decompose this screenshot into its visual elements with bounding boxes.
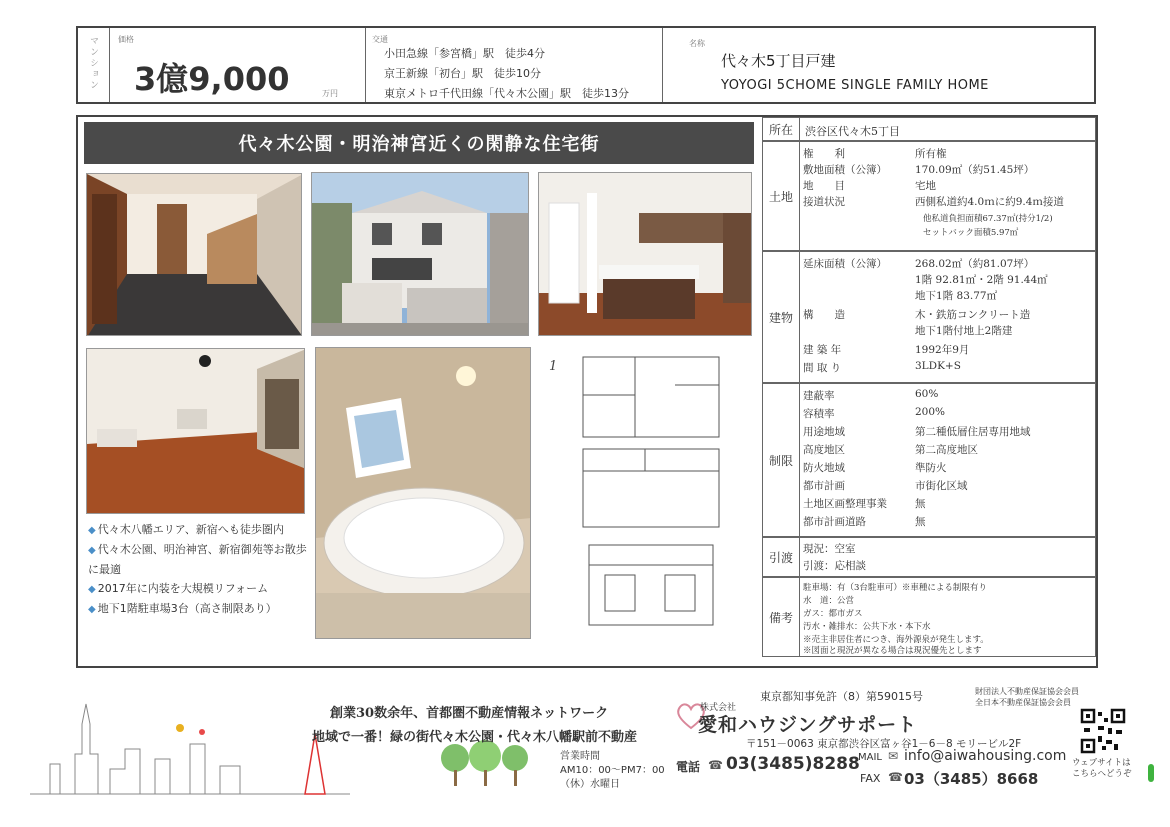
diamond-icon: ◆ xyxy=(88,545,96,556)
feature-text: 2017年に内装を大規模リフォーム xyxy=(97,582,269,595)
land-note: セットバック面積5.97㎡ xyxy=(923,228,1019,238)
tel-number[interactable]: 03(3485)8288 xyxy=(726,754,860,774)
type-cell xyxy=(78,28,110,102)
row-key: 防火地域 xyxy=(803,462,845,474)
license-number: 東京都知事免許（8）第59015号 xyxy=(760,690,923,703)
footer xyxy=(20,680,1160,820)
handover-row: 現況：空室 xyxy=(803,543,856,555)
row-value: 200% xyxy=(915,406,946,418)
photo-kitchen xyxy=(538,172,752,336)
row-value: 170.09㎡（約51.45坪） xyxy=(915,164,1035,176)
slogan-1: 創業30数余年、首都圏不動産情報ネットワーク xyxy=(330,706,609,721)
row-value: 第二種低層住居専用地域 xyxy=(915,426,1031,438)
trees-illustration xyxy=(440,738,530,788)
tel-label: 電話 xyxy=(676,760,701,774)
fax-label: FAX xyxy=(860,772,881,785)
feature-text: 代々木八幡エリア、新宿へも徒歩圏内 xyxy=(97,523,284,536)
diamond-icon: ◆ xyxy=(88,584,96,595)
kitchen-image xyxy=(539,173,752,336)
handover-section xyxy=(762,537,1096,577)
remarks-row: ※売主非居住者につき、海外源泉が発生します。 xyxy=(803,635,989,645)
row-key: 用途地域 xyxy=(803,426,845,438)
green-marker xyxy=(1148,764,1154,782)
access-cell xyxy=(366,28,663,102)
type-label: マンション xyxy=(88,36,98,91)
company-name: 愛和ハウジングサポート xyxy=(698,714,918,736)
property-info-table xyxy=(762,117,1096,657)
email-address[interactable]: info@aiwahousing.com xyxy=(904,748,1067,764)
remarks-row: 水 道：公営 xyxy=(803,596,855,606)
name-cell xyxy=(663,28,1096,102)
access-label: 交通 xyxy=(372,35,388,44)
row-value: 1992年9月 xyxy=(915,344,970,356)
row-key: 建蔽率 xyxy=(803,390,835,402)
access-line: 小田急線「参宮橋」駅 徒歩4分 xyxy=(384,47,545,60)
company-address: 〒151－0063 東京都渋谷区富ヶ谷1－6－8 モリービル2F xyxy=(746,738,1022,750)
row-key: 土地区画整理事業 xyxy=(803,498,887,510)
mail-label: MAIL xyxy=(858,752,882,763)
hallway-image xyxy=(87,174,302,336)
row-key: 都市計画道路 xyxy=(803,516,866,528)
hours-value: AM10：00～PM7：00 xyxy=(560,765,665,776)
handover-row: 引渡：応相談 xyxy=(803,560,866,572)
row-value: 西側私道約4.0ｍに約9.4ｍ接道 xyxy=(915,196,1064,208)
phone-icon: ☎ xyxy=(708,758,723,772)
row-key: 高度地区 xyxy=(803,444,845,456)
row-value: 無 xyxy=(915,498,926,510)
land-note: 他私道負担面積67.37㎡(持分1/2) xyxy=(923,214,1053,224)
property-name-ja: 代々木5丁目戸建 xyxy=(721,52,836,70)
remarks-label: 備考 xyxy=(763,578,800,656)
mail-icon: ✉ xyxy=(888,749,899,763)
row-value: 無 xyxy=(915,516,926,528)
row-key: 容積率 xyxy=(803,408,835,420)
property-name-en: YOYOGI 5CHOME SINGLE FAMILY HOME xyxy=(721,78,989,93)
list-item xyxy=(88,540,308,579)
remarks-row: 汚水・雑排水：公共下水・本下水 xyxy=(803,622,931,632)
association-item: 全日本不動産保証協会会員 xyxy=(975,698,1071,707)
restrictions-section xyxy=(762,383,1096,537)
city-skyline-illustration xyxy=(30,694,350,804)
diamond-icon: ◆ xyxy=(88,604,96,615)
handover-label: 引渡 xyxy=(763,538,800,576)
row-value: 1階 92.81㎡・2階 91.44㎡ xyxy=(915,274,1048,286)
row-key: 接道状況 xyxy=(803,196,845,208)
location-label: 所在 xyxy=(763,118,800,140)
row-value: 268.02㎡（約81.07坪） xyxy=(915,258,1035,270)
qr-caption xyxy=(1072,758,1132,780)
feature-list xyxy=(88,520,308,619)
exterior-image xyxy=(312,173,529,336)
row-value: 第二高度地区 xyxy=(915,444,978,456)
row-key: 権 利 xyxy=(803,148,845,160)
header-bar xyxy=(76,26,1096,104)
photo-bathroom xyxy=(315,347,531,639)
row-key: 建 築 年 xyxy=(803,344,842,356)
headline-text: 代々木公園・明治神宮近くの閑静な住宅街 xyxy=(238,134,600,155)
row-value: 宅地 xyxy=(915,180,936,192)
land-section xyxy=(762,141,1096,251)
living-image xyxy=(87,349,305,514)
business-hours xyxy=(560,750,665,792)
remarks-row: ※図面と現況が異なる場合は現況優先とします xyxy=(803,646,982,656)
qr-caption-line: こちらへどうぞ xyxy=(1072,769,1132,779)
list-item xyxy=(88,579,308,599)
company-prefix: 株式会社 xyxy=(700,703,737,713)
row-value: 市街化区域 xyxy=(915,480,968,492)
feature-text: 代々木公園、明治神宮、新宿御苑等お散歩に最適 xyxy=(88,543,307,576)
remarks-section xyxy=(762,577,1096,657)
row-value: 木・鉄筋コンクリート造 xyxy=(915,309,1031,321)
photo-living xyxy=(86,348,305,514)
photo-exterior xyxy=(311,172,529,336)
qr-caption-line: ウェブサイトは xyxy=(1072,758,1131,768)
row-key: 敷地面積（公簿） xyxy=(803,164,887,176)
diamond-icon: ◆ xyxy=(88,525,96,536)
hours-label: 営業時間 xyxy=(560,751,600,762)
land-label: 土地 xyxy=(763,142,800,250)
fax-number: 03（3485）8668 xyxy=(904,770,1039,788)
remarks-row: 駐車場：有（3台駐車可）※車種による制限有り xyxy=(803,583,987,593)
row-value: 所有権 xyxy=(915,148,947,160)
price-value: 3億9,000 xyxy=(134,60,290,98)
location-section xyxy=(762,117,1096,141)
list-item xyxy=(88,520,308,540)
access-list xyxy=(384,44,629,104)
row-value: 地下1階付地上2階建 xyxy=(915,325,1013,337)
restrictions-label: 制限 xyxy=(763,384,800,536)
associations xyxy=(975,686,1079,708)
qr-code-icon[interactable] xyxy=(1080,708,1126,754)
holiday: （休）水曜日 xyxy=(560,779,620,790)
row-value: 地下1階 83.77㎡ xyxy=(915,290,998,302)
price-label: 価格 xyxy=(118,35,134,44)
headline-banner xyxy=(84,122,754,164)
building-section xyxy=(762,251,1096,383)
association-item: 財団法人不動産保証協会会員 xyxy=(975,687,1079,696)
floor-plan xyxy=(545,345,755,645)
row-value: 3LDK+S xyxy=(915,360,961,372)
row-value: 60% xyxy=(915,388,939,400)
slogan-2: 地域で一番！緑の街代々木公園・代々木八幡駅前不動産 xyxy=(312,730,638,745)
name-label: 名称 xyxy=(689,39,705,48)
list-item xyxy=(88,599,308,619)
row-key: 延床面積（公簿） xyxy=(803,258,887,270)
row-key: 都市計画 xyxy=(803,480,845,492)
bathroom-image xyxy=(316,348,531,639)
location-value: 渋谷区代々木5丁目 xyxy=(805,125,900,138)
row-key: 地 目 xyxy=(803,180,845,192)
row-key: 間 取 り xyxy=(803,362,842,374)
floor-plan-drawing xyxy=(545,345,755,645)
remarks-row: ガス：都市ガス xyxy=(803,609,863,619)
plan-number: 1 xyxy=(549,359,558,374)
building-label: 建物 xyxy=(763,252,800,382)
price-unit: 万円 xyxy=(322,89,338,98)
feature-text: 地下1階駐車場3台（高さ制限あり） xyxy=(97,602,277,615)
row-value: 準防火 xyxy=(915,462,947,474)
access-line: 東京メトロ千代田線「代々木公園」駅 徒歩13分 xyxy=(384,87,629,100)
access-line: 京王新線「初台」駅 徒歩10分 xyxy=(384,67,541,80)
fax-icon: ☎ xyxy=(888,770,903,784)
photo-hallway xyxy=(86,173,302,336)
price-cell xyxy=(110,28,366,102)
row-key: 構 造 xyxy=(803,309,845,321)
